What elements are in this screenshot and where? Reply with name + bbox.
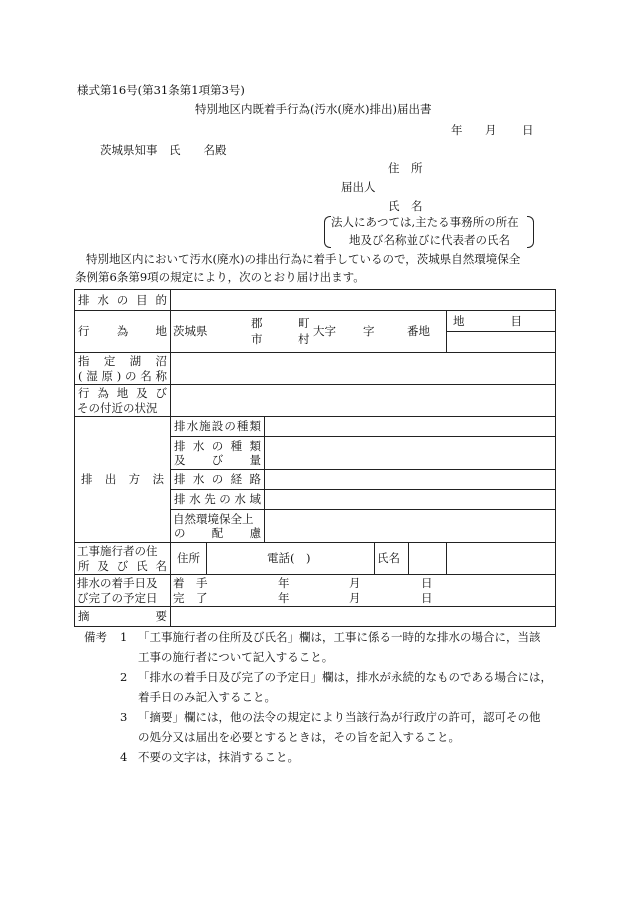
notes [84, 627, 568, 767]
note-3 [84, 707, 568, 727]
site-label-cell [75, 311, 171, 353]
note-4-number: 4 [120, 750, 128, 764]
note-3-line1: 「摘要」欄には，他の法令の規定により当該行為が行政庁の許可，認可その他 [138, 710, 541, 724]
date-month: 月 [485, 123, 497, 137]
address-label: 住 所 [388, 161, 423, 175]
corp-note-1: 法人にあつては,主たる事務所の所在 [331, 215, 519, 229]
lake-label-line1: 指 定 湖 沼 [78, 354, 167, 369]
contractor-name-label: 氏名 [377, 550, 400, 565]
schedule-label-cell [75, 575, 171, 607]
note-4 [84, 747, 568, 767]
start-label: 着 手 [173, 575, 208, 590]
site-prefecture: 茨城県 [173, 323, 208, 338]
left-bracket [324, 216, 331, 248]
notification-form-table [74, 289, 556, 627]
right-bracket [527, 216, 534, 248]
intro-line-1: 特別地区内において汚水(廃水)の排出行為に着手しているので，茨城県自然環境保全 [86, 252, 521, 266]
note-3-line2: の処分又は届出を必要とするときは，その旨を記入すること。 [138, 730, 460, 744]
facility-label: 排 水 施 設 の 種 類 [174, 419, 261, 434]
summary-value[interactable] [171, 607, 556, 627]
site-oaza: 大字 [313, 323, 336, 338]
schedule-label-line2: び完了の予定日 [77, 590, 158, 605]
site-banchi: 番地 [407, 323, 430, 338]
addressee: 茨城県知事 氏 名殿 [100, 143, 227, 157]
kind-label-line1: 排 水 の 種 類 [174, 438, 261, 453]
form-number: 様式第16号(第31条第1項第3号) [77, 83, 245, 97]
note-3-cont [84, 727, 568, 747]
kind-label-line2: 及 び 量 [174, 453, 261, 467]
finish-year: 年 [278, 590, 290, 605]
contractor-name-value[interactable] [447, 543, 556, 575]
finish-day: 日 [421, 590, 433, 605]
notes-label: 備考 [84, 630, 107, 644]
contractor-label-line1: 工事施行者の住 [77, 544, 158, 559]
situation-value[interactable] [171, 385, 556, 417]
kind-label-cell [171, 437, 265, 470]
note-2-line2: 着手日のみ記入すること。 [138, 690, 276, 704]
land-category-value[interactable] [447, 332, 556, 353]
note-2-line1: 「排水の着手日及び完了の予定日」欄は，排水が永続的なものである場合には， [138, 670, 552, 684]
dest-label: 排 水 先 の 水 域 [174, 492, 261, 507]
finish-label: 完 了 [173, 590, 208, 605]
start-year: 年 [278, 575, 290, 590]
site-aza: 字 [363, 323, 375, 338]
name-label: 氏 名 [388, 199, 423, 213]
note-2-number: 2 [120, 670, 128, 684]
purpose-label: 排 水 の 目 的 [78, 292, 167, 307]
schedule-label-line1: 排水の着手日及 [77, 576, 158, 591]
land-category-label: 地 目 [447, 311, 556, 332]
route-value[interactable] [265, 470, 556, 490]
schedule-value[interactable] [171, 575, 556, 607]
contractor-tel-label: 電話( ) [267, 550, 311, 565]
route-label: 排 水 の 経 路 [174, 472, 261, 487]
contractor-address-label: 住所 [177, 550, 200, 565]
dest-label-cell [171, 490, 265, 510]
note-1-line2: 工事の施行者について記入すること。 [138, 650, 334, 664]
dest-value[interactable] [265, 490, 556, 510]
contractor-label-cell [75, 543, 171, 575]
site-value[interactable] [171, 311, 447, 353]
care-label-line2: の 配 慮 [174, 526, 261, 540]
start-day: 日 [421, 575, 433, 590]
date-day: 日 [522, 123, 534, 137]
purpose-label-cell [75, 290, 171, 311]
situation-label-line1: 行 為 地 及 び [78, 386, 167, 401]
document-title: 特別地区内既着手行為(汚水(廃水)排出)届出書 [195, 102, 432, 116]
care-label-line1: 自然環境保全上 [173, 511, 254, 526]
note-1 [84, 627, 568, 647]
contractor-label-line2: 所 及 び 氏 名 [78, 558, 167, 573]
route-label-cell [171, 470, 265, 490]
lake-value[interactable] [171, 353, 556, 385]
contractor-value[interactable] [171, 543, 447, 575]
note-2-cont [84, 687, 568, 707]
note-3-number: 3 [120, 710, 128, 724]
purpose-value[interactable] [171, 290, 556, 311]
facility-label-cell [171, 417, 265, 437]
note-1-line1: 「工事施行者の住所及び氏名」欄は，工事に係る一時的な排水の場合に，当該 [138, 630, 541, 644]
note-1-number: 1 [120, 630, 128, 644]
finish-month: 月 [349, 590, 361, 605]
note-2 [84, 667, 568, 687]
method-label: 排 出 方 法 [81, 472, 164, 487]
method-label-cell [75, 417, 171, 543]
situation-label-cell [75, 385, 171, 417]
date-year: 年 [451, 123, 463, 137]
care-value[interactable] [265, 510, 556, 543]
note-4-line1: 不要の文字は，抹消すること。 [138, 750, 299, 764]
note-1-cont [84, 647, 568, 667]
applicant-label: 届出人 [341, 180, 376, 194]
site-machi: 町 [298, 315, 310, 330]
summary-label-cell [75, 607, 171, 627]
site-label: 行 為 地 [78, 324, 167, 339]
intro-line-2: 条例第6条第9項の規定により，次のとおり届け出ます。 [75, 270, 365, 284]
lake-label-cell [75, 353, 171, 385]
site-mura: 村 [298, 331, 310, 346]
site-shi: 市 [251, 331, 263, 346]
corp-note-2: 地及び名称並びに代表者の氏名 [349, 233, 510, 247]
situation-label-line2: その付近の状況 [77, 400, 158, 415]
facility-value[interactable] [265, 417, 556, 437]
kind-value[interactable] [265, 437, 556, 470]
start-month: 月 [349, 575, 361, 590]
summary-label: 摘 要 [78, 609, 167, 624]
lake-label-line2: ( 湿 原 ) の 名 称 [78, 368, 167, 383]
site-gun: 郡 [251, 315, 263, 330]
care-label-cell [171, 510, 265, 543]
